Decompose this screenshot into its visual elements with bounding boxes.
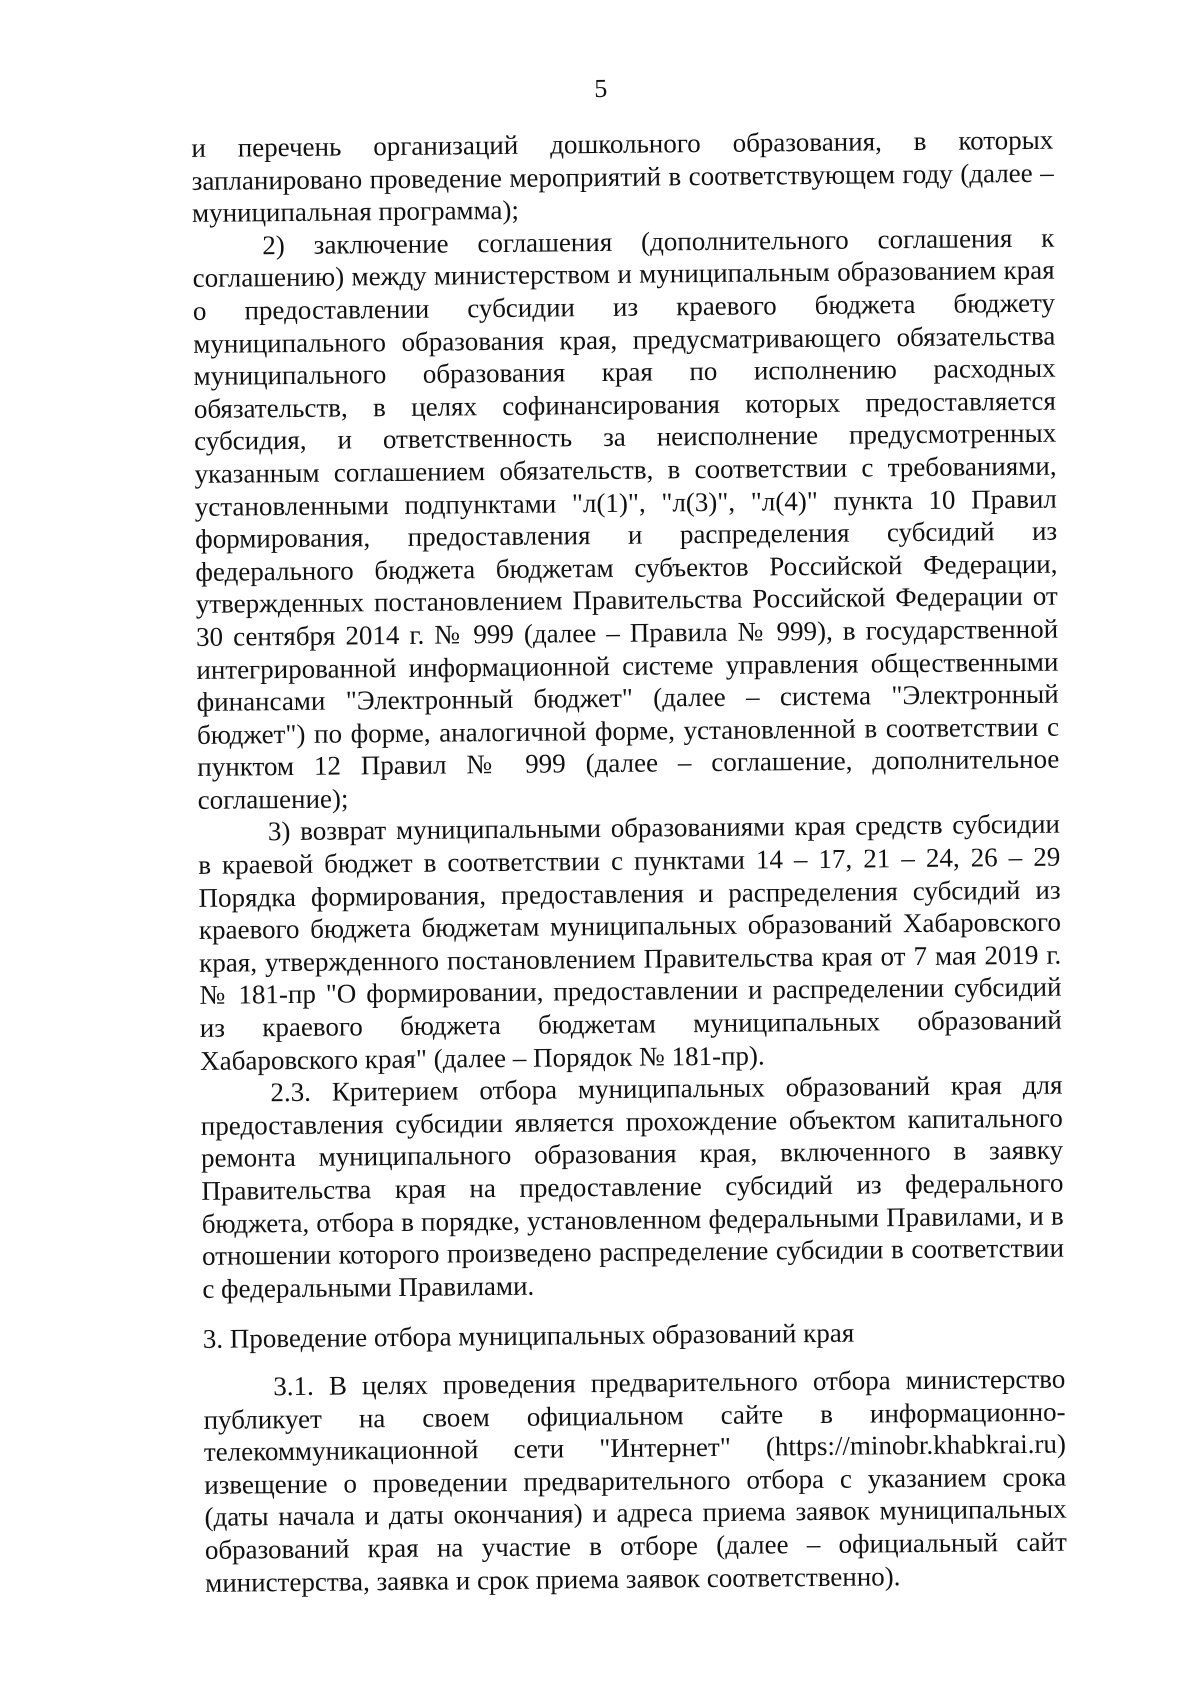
paragraph-3-1-publication: 3.1. В целях проведения предварительного отбора министерство публикует на своем официальном сайте в информационно-телекоммуникационной сети "Интернет" (https://minobr.khabkrai.ru) извещение о проведении предварительного отбора с указанием срока (даты начала и даты окончания) и адреса приема заявок муниципальных образований края на участие в отборе (далее – официальный сайт министерства, заявка и срок приема заявок соответственно).	[203, 1363, 1067, 1598]
paragraph-item-2-agreement: 2) заключение соглашения (дополнительного соглашения к соглашению) между министерством и муниципальным образованием края о предоставлении субсидии из краевого бюджета бюджету муниципального образования края, предусматривающего обязательства муниципального образования края по исполнению расходных обязательств, в целях софинансирования которых предоставляется субсидия, и ответственность за неисполнение предусмотренных указанным соглашением обязательств, в соответствии с требованиями, установленными подпунктами "л(1)", "л(3)", "л(4)" пункта 10 Правил формирования, предоставления и распределения субсидий из федерального бюджета бюджетам субъектов Российской Федерации, утвержденных постановлением Правительства Российской Федерации от 30 сентября 2014 г. № 999 (далее – Правила № 999), в государственной интегрированной информационной системе управления общественными финансами "Электронный бюджет" (далее – система "Электронный бюджет") по форме, аналогичной форме, установленной в соответствии с пунктом 12 Правил № 999 (далее – соглашение, дополнительное соглашение);	[192, 222, 1060, 815]
paragraph-program-continuation: и перечень организаций дошкольного образования, в которых запланировано проведение мероприятий в соответствующем году (далее – муниципальная программа);	[191, 124, 1054, 229]
document-body	[191, 124, 1067, 1599]
page-number: 5	[594, 73, 608, 104]
paragraph-2-3-criterion: 2.3. Критерием отбора муниципальных образований края для предоставления субсидии является прохождение объектом капитального ремонта муниципального образования края, включенного в заявку Правительства края на предоставление субсидий из федерального бюджета, отбора в порядке, установленном федеральными Правилами, и в отношении которого произведено распределение субсидии в соответствии с федеральными Правилами.	[200, 1069, 1065, 1304]
paragraph-item-3-refund: 3) возврат муниципальными образованиями края средств субсидии в краевой бюджет в соответствии с пунктами 14 – 17, 21 – 24, 26 – 29 Порядка формирования, предоставления и распределения субсидий из краевого бюджета бюджетам муниципальных образований Хабаровского края, утвержденного постановлением Правительства края от 7 мая 2019 г. № 181-пр "О формировании, предоставлении и распределении субсидий из краевого бюджета бюджетам муниципальных образований Хабаровского края" (далее – Порядок № 181-пр).	[198, 809, 1062, 1076]
section-heading: 3. Проведение отбора муниципальных образований края	[202, 1317, 855, 1355]
